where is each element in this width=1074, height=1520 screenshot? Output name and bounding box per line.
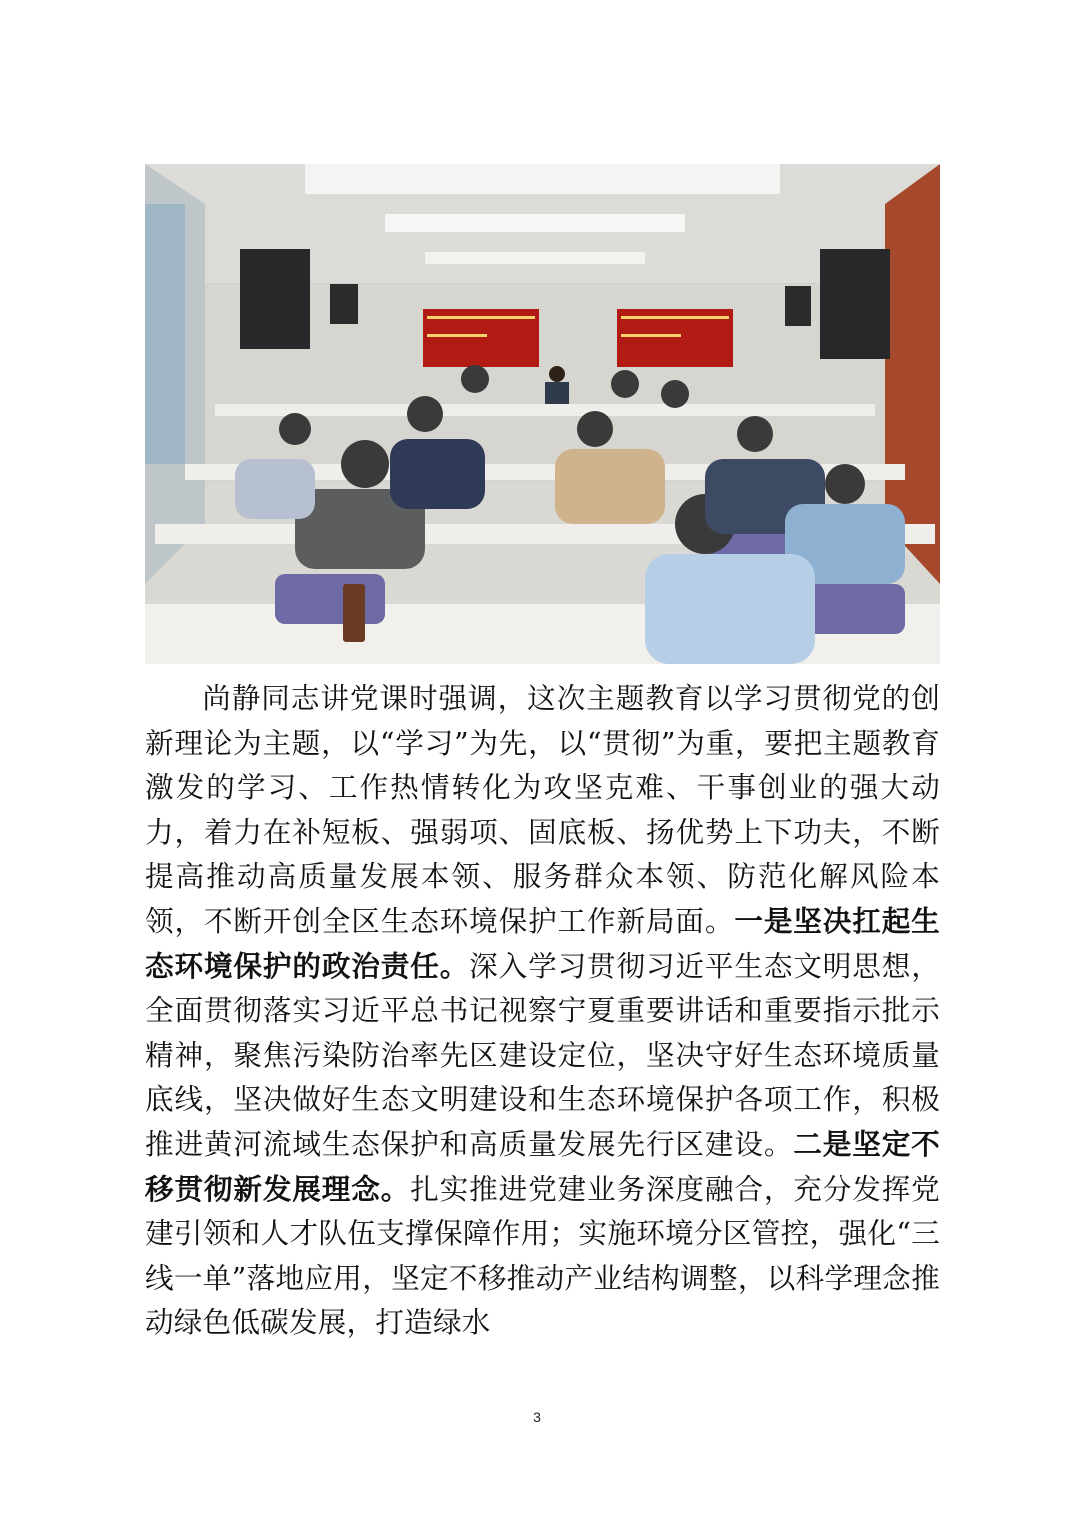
article-paragraph <box>145 676 940 1345</box>
point-two-text: 扎实推进党建业务深度融合，充分发挥党建引领和人才队伍支撑保障作用；实施环境分区管控，强化“三线一单”落地应用，坚定不移推动产业结构调整，以科学理念推动绿色低碳发展，打造绿水 <box>145 1171 940 1340</box>
point-one-heading: 一是坚决扛起生态环境保护的政治责任。 <box>145 903 940 983</box>
photo-icon <box>145 164 940 664</box>
point-one-text: 深入学习贯彻习近平生态文明思想，全面贯彻落实习近平总书记视察宁夏重要讲话和重要指示批示精神，聚焦污染防治率先区建设定位，坚决守好生态环境质量底线，坚决做好生态文明建设和生态环境保护各项工作，积极推进黄河流域生态保护和高质量发展先行区建设。 <box>145 948 941 1161</box>
meeting-photo <box>145 164 940 664</box>
paragraph-intro: 尚静同志讲党课时强调，这次主题教育以学习贯彻党的创新理论为主题，以“学习”为先，以“贯彻”为重，要把主题教育激发的学习、工作热情转化为攻坚克难、干事创业的强大动力，着力在补短板、强弱项、固底板、扬优势上下功夫，不断提高推动高质量发展本领、服务群众本领、防范化解风险本领，不断开创全区生态环境保护工作新局面。 <box>145 681 940 938</box>
point-two-heading: 二是坚定不移贯彻新发展理念。 <box>145 1126 940 1206</box>
article-body <box>145 676 940 1345</box>
page-number: 3 <box>533 1409 541 1425</box>
